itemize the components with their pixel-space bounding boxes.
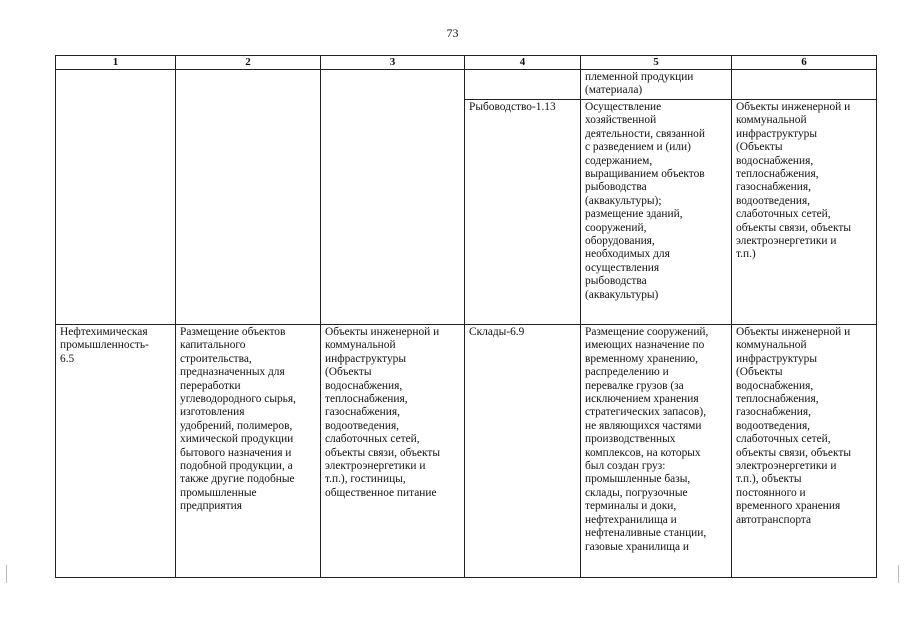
table-cell: племенной продукции (материала) [581, 70, 732, 100]
table-cell [321, 70, 465, 325]
page-number: 73 [446, 26, 459, 40]
table-cell: Рыбоводство-1.13 [465, 100, 581, 325]
column-header-3: 3 [321, 56, 465, 70]
column-header-1: 1 [56, 56, 176, 70]
column-header-2: 2 [176, 56, 321, 70]
column-header-5: 5 [581, 56, 732, 70]
header-row [56, 56, 877, 70]
table-row [56, 325, 877, 578]
table-cell: Объекты инженерной и коммунальной инфраструктуры (Объекты водоснабжения, теплоснабжения, газоснабжения, водоотведения, слаботочных сетей, объекты связи, объекты электроэнергетики и т.п.) [732, 100, 877, 325]
table-cell: Склады-6.9 [465, 325, 581, 578]
table-cell: Размещение сооружений, имеющих назначение по временному хранению, распределению и перевалке грузов (за исключением хранения стратегических запасов), не являющихся частями производственных комплексов, на которых был создан груз: промышленные базы, склады, погрузочные терминалы и доки, нефтехранилища и нефтеналивные станции, газовые хранилища и [581, 325, 732, 578]
table-cell: Осуществление хозяйственной деятельности, связанной с разведением и (или) содержанием, выращиванием объектов рыбоводства (аквакультуры); размещение зданий, сооружений, оборудования, необходимых для осуществления рыбоводства (аквакультуры) [581, 100, 732, 325]
table-cell: Объекты инженерной и коммунальной инфраструктуры (Объекты водоснабжения, теплоснабжения, газоснабжения, водоотведения, слаботочных сетей, объекты связи, объекты электроэнергетики и т.п.), объекты постоянного и временного хранения автотранспорта [732, 325, 877, 578]
column-header-6: 6 [732, 56, 877, 70]
column-header-4: 4 [465, 56, 581, 70]
table-cell [176, 70, 321, 325]
table-row [56, 70, 877, 100]
table-cell: Нефтехимическая промышленность- 6.5 [56, 325, 176, 578]
table-cell: Объекты инженерной и коммунальной инфраструктуры (Объекты водоснабжения, теплоснабжения, газоснабжения, водоотведения, слаботочных сетей, объекты связи, объекты электроэнергетики и т.п.), гостиницы, общественное питание [321, 325, 465, 578]
table-cell [465, 70, 581, 100]
table-cell [56, 70, 176, 325]
scan-edge-mark-left [6, 565, 7, 583]
table-cell: Размещение объектов капитального строительства, предназначенных для переработки углеводородного сырья, изготовления удобрений, полимеров, химической продукции бытового назначения и подобной продукции, а также другие подобные промышленные предприятия [176, 325, 321, 578]
scan-edge-mark-right [898, 565, 899, 583]
table-cell [732, 70, 877, 100]
land-use-table [55, 55, 877, 578]
